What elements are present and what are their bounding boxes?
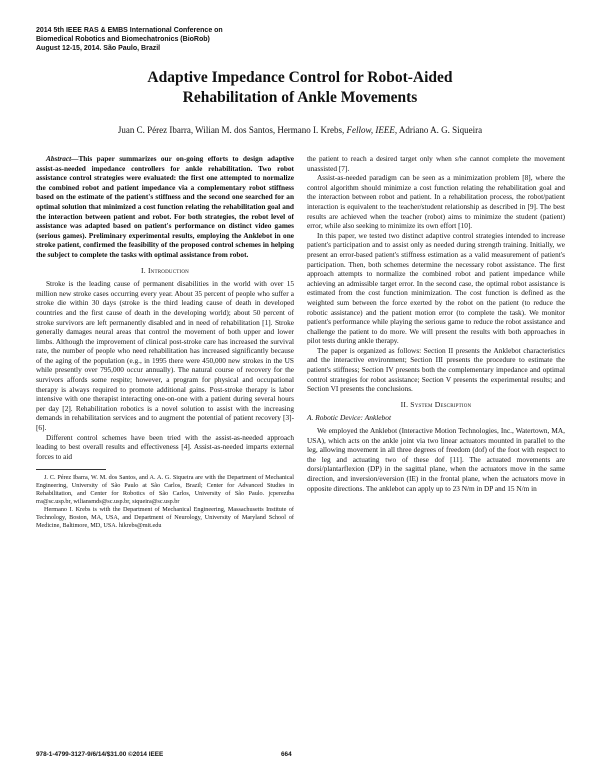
abstract-label: Abstract xyxy=(46,154,72,163)
right-paragraph-4: The paper is organized as follows: Section II presents the Anklebot characteristics and the interactive environment; Section III presents the procedure to estimate the patient's stiffness; Section IV presents both the complementary impedance and optimal control strategies for robot assistance; Section V presents the experimental results; and Section VI presents the conclusions. xyxy=(307,345,565,394)
footnote-affiliation-1: J. C. Pérez Ibarra, W. M. dos Santos, and A. A. G. Siqueira are with the Department of Mechanical Engineering, University of São Paulo at São Carlos, Brazil; Center for Advanced Studies in Rehabilitation, and Center for Robotics of São Carlos, University of São Paulo. jcpereziba rra@sc.usp.br, wiliansmds@sc.usp.br, siqueira@sc.usp.br xyxy=(36,474,294,506)
intro-paragraph-1: Stroke is the leading cause of permanent disabilities in the world with over 15 million new stroke cases occurring every year. About 35 percent of people who suffer a stroke die within 30 days (stroke is the third leading cause of death in developed countries and the first cause of death in the developing world); about 50 percent of stroke survivors are left permanently disabled and in need of rehabilitation [1]. Stroke generally damages neural areas that control the movement of both upper and lower limbs. Although the improvement of clinical post-stroke care has increased the survival rate, the number of people who need rehabilitation has increased significantly because of the aging of the population (e.g., in 1995 there were 450,000 new strokes in the US while presently over 795,000 occur annually). The natural course of recovery for the survivors affords some respite; however, a program for physical and occupational therapy is always required to promote additional gains. Post-stroke therapy is labor intensive with one therapist interacting one-on-one with a patient during several hours per day [2]. Rehabilitation robotics is a novel solution to assist with the increasing demands in rehabilitation services and to augment the potential of patient recovery [3]-[6]. xyxy=(36,279,294,433)
authors-part-2: , Adriano A. G. Siqueira xyxy=(394,125,483,135)
anklebot-paragraph: We employed the Anklebot (Interactive Motion Technologies, Inc., Watertown, MA, USA), which acts on the ankle joint via two linear actuators mounted in parallel to the leg, allowing movement in all three degrees of freedom (dof) of the foot with respect to the leg and actuating two of these dof [11]. The actuated movements are dorsi/plantarflexion (DP) in the sagittal plane, when the actuators move in the same direction, and inversion/eversion (IE) in the frontal plane, when the actuators move in opposite directions. The anklebot can apply up to 23 N/m in DP and 15 N/m in xyxy=(307,426,565,493)
title-line-2: Rehabilitation of Ankle Movements xyxy=(182,89,418,106)
abstract-text: —This paper summarizes our on-going efforts to design adaptive assist-as-needed impedance controllers for ankle rehabilitation. Two robot assistance control strategies were evaluated: the first one attempted to normalize the combined robot and patient impedance via a complementary robot stiffness based on the estimate of the patient's stiffness and the second one searched for an optimal solution that minimized a cost function relating the rehabilitation goal and the interaction between patient and robot. For both strategies, the robot level of assistance was adapted based on patient's performance on distinct video games (serious games). Preliminary experimental results, employing the Anklebot in one stroke patient, confirmed the feasibility of the proposed control schemes in helping the subject to complete the tasks with optimal assistance from robot. xyxy=(36,154,294,259)
author-list xyxy=(20,124,580,136)
conference-header xyxy=(36,26,336,53)
authors-fellow: Fellow, IEEE xyxy=(346,125,395,135)
right-column xyxy=(307,154,565,493)
isbn-copyright: 978-1-4799-3127-9/6/14/$31.00 ©2014 IEEE xyxy=(36,751,164,758)
title-line-1: Adaptive Impedance Control for Robot-Aided xyxy=(147,69,453,86)
section-heading-system-description: II. System Description xyxy=(400,399,472,409)
page-number: 664 xyxy=(281,751,292,758)
left-column xyxy=(36,154,294,530)
conference-line-2: Biomedical Robotics and Biomechatronics (BioRob) xyxy=(36,36,210,43)
subsection-heading-anklebot: A. Robotic Device: Anklebot xyxy=(307,413,391,423)
authors-part-1: Juan C. Pérez Ibarra, Wilian M. dos Santos, Hermano I. Krebs, xyxy=(117,125,347,135)
footnote-rule xyxy=(36,469,106,470)
conference-line-3: August 12-15, 2014. São Paulo, Brazil xyxy=(36,45,161,52)
conference-line-1: 2014 5th IEEE RAS & EMBS International Conference on xyxy=(36,27,223,34)
right-paragraph-1: the patient to reach a desired target only when s/he cannot complete the movement unassisted [7]. xyxy=(307,154,565,173)
abstract xyxy=(36,154,294,260)
section-heading-introduction: I. Introduction xyxy=(141,265,189,275)
footnote-affiliation-2: Hermano I. Krebs is with the Department of Mechanical Engineering, Massachusetts Institute of Technology, Boston, MA, USA, and Department of Neurology, University of Maryland School of Medicine, Baltimore, MD, USA. hikrebs@mit.edu xyxy=(36,506,294,530)
right-paragraph-3: In this paper, we tested two distinct adaptive control strategies intended to increase patient's participation and to assist only as needed during strength training. Initially, we present an error-based patient's stiffness estimation as a valid measurement of patient's participation. Then, both schemes determine the necessary robot assistance. The first approach attempts to normalize the combined robot and patient impedance while achieving an admissible target error. In the second case, the optimal robot assistance is estimated from the cost function minimization. The cost function is defined as the weighted sum between the force exerted by the robot on the patient (to reduce the robotic assistance) and the patient motion error (to complete the task). We monitor patient's performance while playing the serious game to reduce the robot assistance and challenge the patient to do more. We will present the results with both approaches in pilot tests during ankle therapy. xyxy=(307,230,565,346)
right-paragraph-2: Assist-as-needed paradigm can be seen as a minimization problem [8], where the control algorithm should minimize a cost function relating the rehabilitation goal and the interaction between robot and patient. In a rehabilitation process, the robot/patient interaction is equivalent to the teacher/student relationship as described in [9]. The best results are achieved when the teacher (robot) aims to minimize the student (patient) error, while also seeking to minimize its own effort [10]. xyxy=(307,173,565,231)
intro-paragraph-2: Different control schemes have been tried with the assist-as-needed approach leading to best overall results and effectiveness [4]. Assist-as-needed imparts external forces to aid xyxy=(36,432,294,461)
footnotes xyxy=(36,474,294,530)
paper-title xyxy=(40,68,560,108)
